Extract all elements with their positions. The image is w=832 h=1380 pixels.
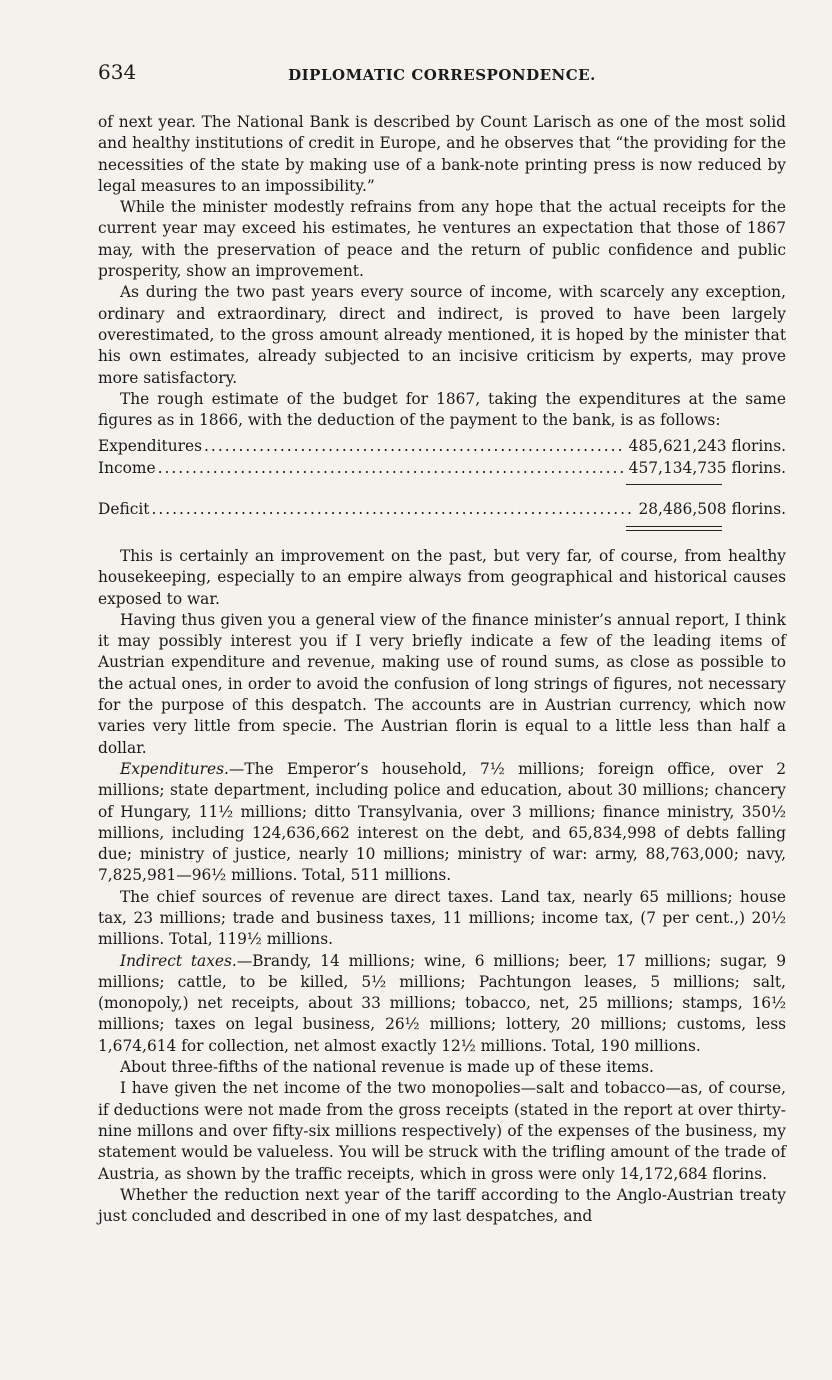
expenditures-heading: Expenditures. (120, 759, 229, 778)
paragraph-5: This is certainly an improvement on the past, but very far, of course, from healthy housekeeping, especially to an empire always from geographical and historical causes exposed to war. (98, 546, 786, 608)
deficit-label: Deficit (98, 500, 150, 519)
document-page (98, 60, 786, 1227)
page-number: 634 (98, 60, 137, 84)
indirect-taxes-text: —Brandy, 14 millions; wine, 6 millions; beer, 17 millions; sugar, 9 millions; cattle, to be killed, 5½ millions; Pachtungon leases, 5 millions; salt, (monopoly,) net receipts, about 33 millions; tobacco, net, 25 millions; stamps, 16½ millions; taxes on legal business, 26½ millions; lottery, 20 millions; customs, less 1,674,614 for collection, net almost exactly 12½ millions. Total, 190 millions. (98, 951, 786, 1055)
paragraph-7 (98, 759, 786, 887)
paragraph-12: Whether the reduction next year of the tariff according to the Anglo-Austrian treaty just concluded and described in one of my last despatches, and (98, 1185, 786, 1226)
budget-table (98, 437, 786, 542)
paragraph-11: I have given the net income of the two monopolies—salt and tobacco—as, of course, if deductions were not made from the gross receipts (stated in the report at over thirty-nine millons and over fifty-six millions respectively) of the expenses of the business, my statement would be valueless. You will be struck with the trifling amount of the trade of Austria, as shown by the traffic receipts, which in gross were only 14,172,684 florins. (98, 1079, 786, 1183)
expenditures-text: —The Emperor’s household, 7½ millions; foreign office, over 2 millions; state department, including police and education, about 30 millions; chancery of Hungary, 11½ millions; ditto Transylvania, over 3 millions; finance ministry, 350½ millions, including 124,636,662 interest on the debt, and 65,834,998 of debts falling due; ministry of justice, nearly 10 millions; ministry of war: army, 88,763,000; navy, 7,825,981—96½ millions. Total, 511 millions. (98, 759, 786, 885)
sum-rule (98, 480, 786, 500)
budget-row-expenditures (98, 437, 786, 459)
deficit-amount: 28,486,508 florins. (638, 500, 786, 519)
paragraph-1: of next year. The National Bank is described by Count Larisch as one of the most solid and healthy institutions of credit in Europe, and he observes that “the providing for the necessities of the state by making use of a bank-note printing press is now reduced by legal measures to an impossibility.” (98, 113, 786, 195)
paragraph-10: About three-fifths of the national revenue is made up of these items. (120, 1058, 654, 1077)
income-amount: 457,134,735 florins. (628, 458, 786, 477)
leader-dots (151, 500, 632, 518)
paragraph-4: The rough estimate of the budget for 1867, taking the expenditures at the same figures as in 1866, with the deduction of the payment to the bank, is as follows: (98, 389, 786, 430)
budget-row-deficit (98, 500, 786, 522)
page-header (98, 60, 786, 82)
budget-row-income (98, 459, 786, 481)
paragraph-6: Having thus given you a general view of the finance minister’s annual report, I think it may possibly interest you if I very briefly indicate a few of the leading items of Austrian expenditure and revenue, making use of round sums, as close as possible to the actual ones, in order to avoid the confusion of long strings of figures, not necessary for the purpose of this despatch. The accounts are in Austrian currency, which now varies very little from specie. The Austrian florin is equal to a little less than half a dollar. (98, 610, 786, 757)
leader-dots (204, 437, 623, 455)
double-rule (98, 522, 786, 542)
running-title: DIPLOMATIC CORRESPONDENCE. (288, 66, 596, 84)
expenditures-label: Expenditures (98, 437, 203, 456)
paragraph-8: The chief sources of revenue are direct taxes. Land tax, nearly 65 millions; house tax, 23 millions; trade and business taxes, 11 millions; income tax, (7 per cent.,) 20½ millions. Total, 119½ millions. (98, 887, 786, 949)
paragraph-2: While the minister modestly refrains from any hope that the actual receipts for the current year may exceed his estimates, he ventures an expectation that those of 1867 may, with the preservation of peace and the return of public confidence and public prosperity, show an improvement. (98, 198, 786, 281)
paragraph-3: As during the two past years every source of income, with scarcely any exception, ordinary and extraordinary, direct and indirect, is proved to have been largely overestimated, to the gross amount already mentioned, it is hoped by the minister that his own estimates, already subjected to an incisive criticism by experts, may prove more satisfactory. (98, 283, 786, 387)
income-label: Income (98, 458, 156, 477)
expenditures-amount: 485,621,243 florins. (628, 437, 786, 456)
leader-dots (158, 459, 623, 477)
paragraph-9 (98, 951, 786, 1057)
indirect-taxes-heading: Indirect taxes. (120, 951, 237, 970)
